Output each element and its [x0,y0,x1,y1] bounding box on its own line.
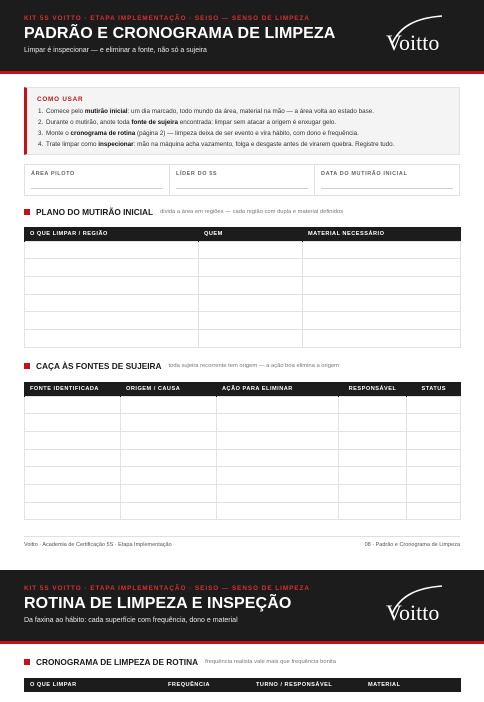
table-cell[interactable] [121,449,217,467]
section-marker-icon [24,659,30,665]
table-cell[interactable] [217,414,339,432]
table-cell[interactable] [25,414,121,432]
table-cell[interactable] [25,467,121,485]
info-field-underline [321,188,453,189]
column-header: FONTE IDENTIFICADA [25,382,121,396]
cronograma-section-heading [24,656,336,668]
how-to-step: 2. Durante o mutirão, anote toda fonte de sujeira encontrada: limpar sem atacar a origem é enxugar gelo. [38,119,337,126]
table-cell[interactable] [121,484,217,502]
table-cell[interactable] [339,484,407,502]
page2-header-accent-line [0,641,484,644]
table-cell[interactable] [25,241,199,259]
table-header-row [25,227,461,241]
table-cell[interactable] [121,414,217,432]
table-cell[interactable] [217,484,339,502]
column-header: QUEM [199,227,303,241]
fontes-section-subtitle: toda sujeira recorrente tem origem — a ação boa elimina a origem [168,363,339,369]
svg-text:Voitto: Voitto [386,30,440,55]
column-header: FREQUÊNCIA [163,678,251,692]
footer-divider [24,536,460,537]
info-fields-row [24,164,460,196]
how-to-use-heading: COMO USAR [37,96,84,103]
table-cell[interactable] [303,294,461,312]
footer-page-label: 08 · Padrão e Cronograma de Limpeza [364,542,460,548]
table-row [25,449,461,467]
table-row [25,502,461,520]
routine-schedule-table [24,678,461,692]
info-field-label: DATA DO MUTIRÃO INICIAL [321,171,408,177]
table-row [25,467,461,485]
footer-left-text: Voitto · Academia de Certificação 5S · Etapa Implementação [24,542,172,548]
page1-kicker: KIT 5S VOITTO · ETAPA IMPLEMENTAÇÃO · SEISO — SENSO DE LIMPEZA [24,15,310,22]
info-field-label: LÍDER DO 5S [176,171,218,177]
table-cell[interactable] [25,502,121,520]
table-cell[interactable] [199,312,303,330]
cronograma-section-title: CRONOGRAMA DE LIMPEZA DE ROTINA [36,657,199,667]
page1-header-banner [0,0,484,74]
column-header: TURNO / RESPONSÁVEL [251,678,363,692]
fontes-section-heading [24,360,339,372]
column-header: MATERIAL NECESSÁRIO [303,227,461,241]
table-cell[interactable] [339,502,407,520]
table-cell[interactable] [25,294,199,312]
voitto-logo [382,14,462,56]
table-cell[interactable] [199,241,303,259]
table-cell[interactable] [217,396,339,414]
table-cell[interactable] [121,431,217,449]
table-cell[interactable] [303,329,461,347]
mutirao-section-subtitle: divida a área em regiões — cada região com dupla e material definidos [160,209,344,215]
table-cell[interactable] [339,414,407,432]
mutirao-section-heading [24,206,343,218]
info-field-label: ÁREA PILOTO [31,171,75,177]
table-cell[interactable] [407,396,461,414]
page2-kicker: KIT 5S VOITTO · ETAPA IMPLEMENTAÇÃO · SEISO — SENSO DE LIMPEZA [24,585,310,592]
table-cell[interactable] [217,467,339,485]
section-marker-icon [24,363,30,369]
table-header-row [25,678,461,692]
table-cell[interactable] [121,396,217,414]
table-cell[interactable] [303,259,461,277]
svg-text:Voitto: Voitto [386,600,440,625]
voitto-logo [382,584,462,626]
page1-subtitle: Limpar é inspecionar — e eliminar a fonte, não só a sujeira [24,47,207,54]
info-field[interactable] [315,165,459,195]
page2-subtitle: Da faxina ao hábito: cada superfície com frequência, dono e material [24,617,238,624]
table-cell[interactable] [339,396,407,414]
table-row [25,329,461,347]
table-header-row [25,382,461,396]
table-cell[interactable] [121,502,217,520]
column-header: STATUS [407,382,461,396]
how-to-use-box [24,87,460,155]
how-to-step: 3. Monte o cronograma de rotina (página 2) — limpeza deixa de ser evento e vira hábito, com dono e frequência. [38,130,359,137]
table-cell[interactable] [407,431,461,449]
table-row [25,294,461,312]
table-cell[interactable] [25,449,121,467]
fontes-section-title: CAÇA ÀS FONTES DE SUJEIRA [36,361,162,371]
table-cell[interactable] [303,241,461,259]
table-cell[interactable] [407,484,461,502]
page2-header-banner [0,570,484,644]
table-cell[interactable] [25,276,199,294]
table-cell[interactable] [25,312,199,330]
table-cell[interactable] [303,312,461,330]
table-row [25,312,461,330]
info-field[interactable] [170,165,315,195]
table-row [25,396,461,414]
column-header: O QUE LIMPAR [25,678,163,692]
cronograma-section-subtitle: frequência realista vale mais que frequência bonita [205,659,336,665]
info-field-underline [31,188,163,189]
table-cell[interactable] [25,259,199,277]
table-cell[interactable] [217,431,339,449]
table-row [25,259,461,277]
table-row [25,484,461,502]
how-to-use-list [38,106,458,150]
table-cell[interactable] [199,276,303,294]
table-row [25,276,461,294]
table-cell[interactable] [217,449,339,467]
mutirao-plan-table [24,227,461,348]
column-header: ORIGEM / CAUSA [121,382,217,396]
table-cell[interactable] [407,502,461,520]
page2-title: ROTINA DE LIMPEZA E INSPEÇÃO [24,595,292,612]
table-cell[interactable] [339,431,407,449]
table-cell[interactable] [217,502,339,520]
table-cell[interactable] [407,414,461,432]
table-cell[interactable] [199,294,303,312]
table-cell[interactable] [199,329,303,347]
table-cell[interactable] [407,467,461,485]
page1-title: PADRÃO E CRONOGRAMA DE LIMPEZA [24,25,336,42]
table-cell[interactable] [407,449,461,467]
section-marker-icon [24,209,30,215]
dirt-sources-table [24,382,461,520]
table-cell[interactable] [25,396,121,414]
table-row [25,431,461,449]
table-row [25,241,461,259]
how-to-step: 1. Comece pelo mutirão inicial: um dia marcado, todo mundo da área, material na mão — a área volta ao estado base. [38,108,374,115]
page1-header-accent-line [0,71,484,74]
mutirao-section-title: PLANO DO MUTIRÃO INICIAL [36,207,154,217]
table-cell[interactable] [25,329,199,347]
table-cell[interactable] [339,467,407,485]
column-header: MATERIAL [363,678,461,692]
table-cell[interactable] [199,259,303,277]
table-cell[interactable] [25,484,121,502]
table-cell[interactable] [303,276,461,294]
info-field-underline [176,188,308,189]
table-row [25,414,461,432]
info-field[interactable] [25,165,170,195]
table-cell[interactable] [121,467,217,485]
table-cell[interactable] [25,431,121,449]
table-cell[interactable] [339,449,407,467]
column-header: AÇÃO PARA ELIMINAR [217,382,339,396]
column-header: O QUE LIMPAR / REGIÃO [25,227,199,241]
how-to-step: 4. Trate limpar como inspecionar: mão na máquina acha vazamento, folga e desgaste antes de virarem quebra. Registre tudo. [38,141,395,148]
page1-footer [24,542,460,548]
column-header: RESPONSÁVEL [339,382,407,396]
